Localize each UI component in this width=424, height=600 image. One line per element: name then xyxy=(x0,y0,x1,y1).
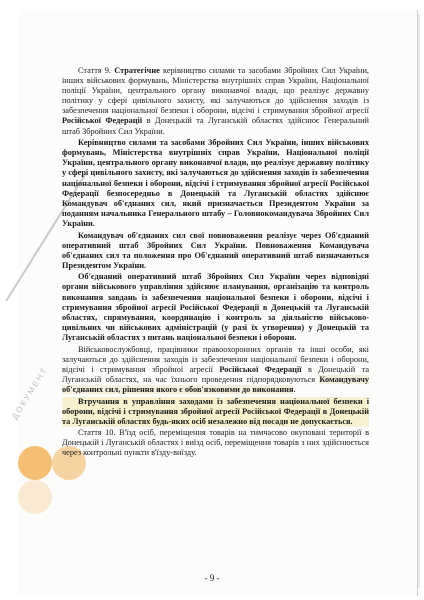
paragraph-article-10: Стаття 10. В'їзд осіб, переміщення товарів на тимчасово окуповані території в Донецькій і Луганській областях і виїзд осіб, переміщення товарів з них здійснюється через контрольні пункти в'їзду-виїзду. xyxy=(62,428,369,458)
seal-mark xyxy=(18,446,52,480)
paragraph-4: Об'єднаний оперативний штаб Збройних Сил України через відповідні органи військового управління здійснює планування, організацію та контроль виконання завдань із забезпечення національної безпеки і оборони, відсічі і стримування збройної агресії Російської Федерації в Донецькій та Луганській областях, спрямування, координацію і контроль за діяльністю військово-цивільних чи військових адміністрацій (у разі їх утворення) у Донецькій та Луганській областях з питань національної безпеки і оборони. xyxy=(62,272,369,342)
seal-mark xyxy=(18,480,52,514)
paragraph-text: Військовослужбовці, працівники правоохоронних органів та інші особи, які залучаються до здійснення заходів із забезпечення національної безпеки і оборони, відсічі і стримування збройної агресії xyxy=(62,344,369,374)
document-body xyxy=(62,66,369,460)
paragraph-3: Командувач об'єднаних сил свої повноваження реалізує через Об'єднаний оперативний штаб Збройних Сил України. Повноваження Командувача об'єднаних сил та положення про Об'єднаний оперативний штаб визначаються Президентом України. xyxy=(62,230,369,270)
bold-term: Російської Федерації xyxy=(62,116,143,126)
bold-term: Стратегічне xyxy=(114,66,160,75)
paragraph-text: в Донецькій та Луганській областях, на час їхнього проведення підпорядковуються xyxy=(62,364,370,384)
paragraph-article-9 xyxy=(62,66,369,137)
paragraph-5 xyxy=(62,345,369,395)
paragraph-text: в Донецькій та Луганській областях здійснює Генеральний штаб Збройних Сил України. xyxy=(62,116,370,136)
paragraph-6: Втручання в управління заходами із забезпечення національної безпеки і оборони, відсічі і стримування збройної агресії Російської Федерації в Донецькій та Луганській областях будь-яких осіб незалежно від посади не допускається. xyxy=(62,396,369,426)
bold-term: Командувачу об'єднаних сил, рішення якого є обов'язковими до виконання xyxy=(62,374,369,394)
page-number: - 9 - xyxy=(204,573,220,583)
paragraph-text: . xyxy=(293,384,296,394)
bold-term: Російської Федерації xyxy=(219,364,302,374)
stamp-watermark: ДОКУМЕНТ xyxy=(10,365,50,421)
article-number: Стаття 9. xyxy=(78,66,112,75)
paragraph-2: Керівництво силами та засобами Збройних Сил України, інших військових формувань, Міністерства внутрішніх справ України, Національної поліції України, центрального органу виконавчої влади, що реалізує державну політику у сфері цивільного захисту, які залучаються до здійснення заходів із забезпечення національної безпеки і оборони, відсічі і стримування збройної агресії Російської Федерації безпосередньо в Донецькій та Луганській областях здійснює Командувач об'єднаних сил, який призначається Президентом України за поданням начальника Генерального штабу – Головнокомандувача Збройних Сил України. xyxy=(62,138,369,228)
paragraph-text: керівництво силами та засобами Збройних Сил України, інших військових формувань, Міністерства внутрішніх справ України, Національної поліції України, центрального органу виконавчої влади, що реалізує державну політику у сфері цивільного захисту, які залучаються до здійснення заходів із забезпечення національної безпеки і оборони, відсічі і стримування збройної агресії xyxy=(62,66,370,116)
page-edge xyxy=(418,14,420,588)
